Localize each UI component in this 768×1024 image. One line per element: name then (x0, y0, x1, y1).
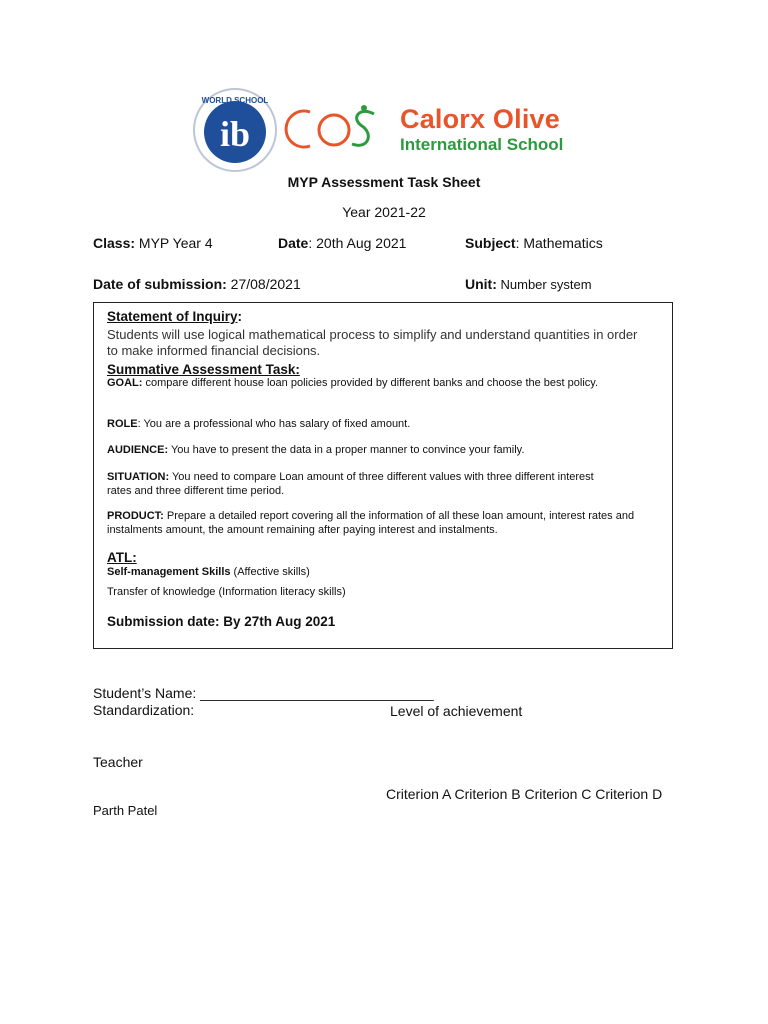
atl-heading: ATL: (107, 550, 137, 565)
submission-label: Date of submission: (93, 276, 227, 292)
subject-label: Subject (465, 235, 516, 251)
teacher-name: Parth Patel (93, 803, 158, 818)
summative-heading: Summative Assessment Task: (107, 362, 300, 377)
atl-skill-2: Transfer of knowledge (Information literacy skills) (107, 586, 346, 598)
subject-value: : Mathematics (515, 235, 603, 251)
atl-skill-1: Self-management Skills (Affective skills) (107, 566, 310, 578)
school-name-line1: Calorx Olive (400, 104, 560, 134)
submission-field (93, 276, 301, 292)
audience-text: AUDIENCE: You have to present the data in a proper manner to convince your family. (107, 444, 525, 456)
date-value: : 20th Aug 2021 (308, 235, 407, 251)
situation-text: SITUATION: You need to compare Loan amount of three different values with three different interest rates and three different time period. (107, 471, 594, 497)
cos-logo-letters: COS (282, 100, 285, 101)
goal-text: GOAL: compare different house loan policies provided by different banks and choose the best policy. (107, 377, 599, 389)
ib-logo-letters: ib (219, 114, 251, 154)
ib-world-school-logo (190, 86, 280, 174)
submission-value: 27/08/2021 (226, 276, 301, 292)
class-label: Class: (93, 235, 136, 251)
unit-label: Unit: (465, 276, 497, 292)
submission-date: Submission date: By 27th Aug 2021 (107, 614, 336, 629)
student-name-field: Student’s Name: ______________________________ (93, 685, 434, 701)
subject-field (465, 235, 603, 251)
level-of-achievement: Level of achievement (390, 703, 523, 719)
unit-field (465, 276, 592, 292)
date-label: Date (278, 235, 309, 251)
inquiry-heading: Statement of Inquiry: (107, 309, 243, 324)
product-text: PRODUCT: Prepare a detailed report covering all the information of all these loan amount, interest rates and instalments amount, the amount remaining after paying interest and instalments. (107, 510, 635, 536)
sheet-title: MYP Assessment Task Sheet (287, 174, 481, 190)
role-text: ROLE: You are a professional who has salary of fixed amount. (107, 418, 411, 430)
ib-logo-ring-text: WORLD SCHOOL (201, 96, 269, 105)
standardization-label: Standardization: (93, 702, 195, 718)
class-field (93, 235, 213, 251)
school-name-line2: International School (400, 135, 564, 154)
cos-logo (282, 100, 392, 158)
teacher-label: Teacher (93, 754, 143, 770)
unit-value: Number system (496, 277, 592, 292)
class-value: MYP Year 4 (135, 235, 213, 251)
date-field (278, 235, 406, 251)
academic-year: Year 2021-22 (342, 204, 426, 220)
criteria-list: Criterion A Criterion B Criterion C Criterion D (386, 786, 663, 802)
inquiry-text: Students will use logical mathematical process to simplify and understand quantities in order to make informed financial decisions. (107, 327, 638, 358)
